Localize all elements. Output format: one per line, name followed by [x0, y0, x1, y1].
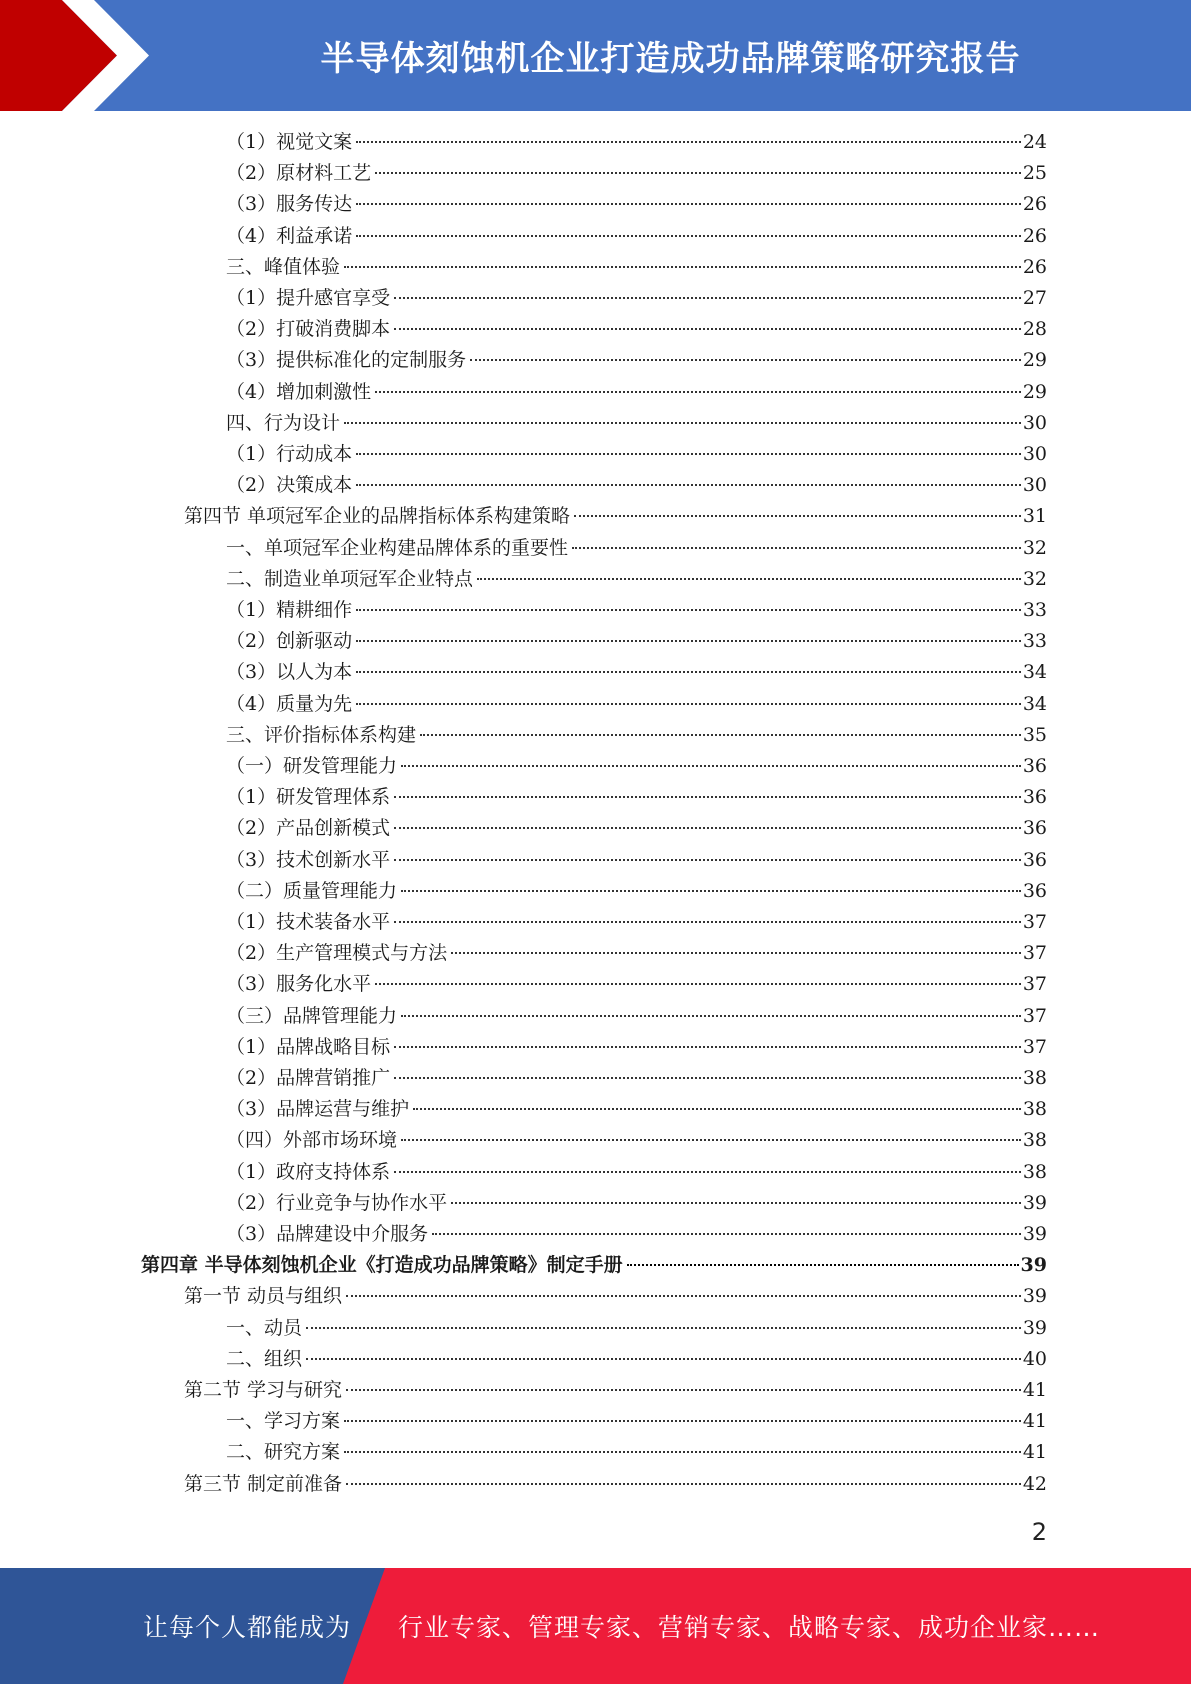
toc-dot-leader: [344, 1420, 1021, 1422]
toc-entry-page: 29: [1022, 380, 1047, 403]
toc-entry[interactable]: [226, 189, 1047, 220]
toc-entry[interactable]: [226, 689, 1047, 720]
toc-dot-leader: [477, 578, 1021, 580]
toc-entry-title: （4）利益承诺: [226, 224, 353, 247]
toc-entry[interactable]: [226, 1344, 1047, 1375]
toc-entry[interactable]: [226, 657, 1047, 688]
toc-entry-page: 36: [1022, 879, 1047, 902]
toc-entry-title: 一、学习方案: [226, 1410, 341, 1433]
toc-dot-leader: [375, 983, 1021, 985]
toc-entry-page: 30: [1022, 411, 1047, 434]
toc-entry-title: （2）原材料工艺: [226, 162, 372, 185]
toc-dot-leader: [356, 141, 1021, 143]
page-header: [0, 0, 1191, 111]
toc-entry-title: （二）质量管理能力: [226, 879, 398, 902]
toc-entry[interactable]: [226, 408, 1047, 439]
toc-entry-title: （2）生产管理模式与方法: [226, 942, 448, 965]
toc-entry-page: 35: [1022, 723, 1047, 746]
toc-entry[interactable]: [226, 1157, 1047, 1188]
toc-entry-page: 36: [1022, 848, 1047, 871]
toc-entry[interactable]: [226, 845, 1047, 876]
toc-entry[interactable]: [226, 720, 1047, 751]
toc-entry[interactable]: [226, 439, 1047, 470]
toc-entry-page: 32: [1022, 567, 1047, 590]
toc-entry[interactable]: [226, 1001, 1047, 1032]
toc-entry-page: 31: [1022, 505, 1047, 528]
toc-dot-leader: [394, 796, 1021, 798]
toc-entry-page: 30: [1022, 443, 1047, 465]
toc-dot-leader: [346, 1295, 1021, 1297]
toc-entry-page: 41: [1022, 1441, 1047, 1464]
toc-entry-page: 38: [1022, 1098, 1047, 1121]
toc-entry-title: （2）打破消费脚本: [226, 318, 391, 341]
toc-entry-title: （2）创新驱动: [226, 630, 353, 653]
toc-dot-leader: [356, 703, 1021, 705]
toc-entry-title: （三）品牌管理能力: [226, 1004, 398, 1027]
toc-dot-leader: [375, 172, 1021, 174]
toc-dot-leader: [356, 203, 1021, 205]
toc-dot-leader: [401, 1015, 1021, 1017]
toc-dot-leader: [356, 671, 1021, 673]
toc-entry-title: 一、单项冠军企业构建品牌体系的重要性: [226, 536, 569, 559]
toc-entry[interactable]: [226, 1125, 1047, 1156]
toc-entry-title: 一、动员: [226, 1316, 303, 1339]
toc-entry-page: 27: [1022, 287, 1047, 309]
toc-entry[interactable]: [226, 876, 1047, 907]
toc-entry-title: 二、组织: [226, 1347, 303, 1370]
toc-entry[interactable]: [226, 1188, 1047, 1219]
toc-entry-title: 三、峰值体验: [226, 255, 341, 278]
toc-entry[interactable]: [226, 938, 1047, 969]
toc-entry[interactable]: [226, 470, 1047, 501]
toc-entry[interactable]: [226, 377, 1047, 408]
toc-entry-title: 第四节 单项冠军企业的品牌指标体系构建策略: [184, 505, 571, 528]
toc-entry-page: 26: [1022, 193, 1047, 216]
footer-slogan-right: 行业专家、管理专家、营销专家、战略专家、成功企业家……: [398, 1613, 1101, 1642]
toc-entry-title: （3）服务传达: [226, 193, 353, 216]
toc-dot-leader: [420, 734, 1021, 736]
toc-entry-title: 第二节 学习与研究: [184, 1379, 343, 1401]
toc-entry[interactable]: [226, 564, 1047, 595]
toc-entry-page: 33: [1022, 599, 1047, 621]
toc-dot-leader: [572, 547, 1021, 549]
toc-entry-page: 37: [1022, 973, 1047, 996]
toc-entry-page: 38: [1022, 1160, 1047, 1183]
toc-entry-page: 38: [1022, 1067, 1047, 1089]
toc-entry-title: （4）增加刺激性: [226, 380, 372, 403]
toc-entry-page: 32: [1022, 536, 1047, 559]
toc-dot-leader: [401, 890, 1021, 892]
toc-entry-page: 34: [1022, 661, 1047, 684]
toc-entry[interactable]: [226, 751, 1047, 782]
header-arrow-decoration: [0, 0, 170, 111]
toc-entry-title: （1）视觉文案: [226, 131, 353, 153]
toc-entry-title: （2）决策成本: [226, 474, 353, 497]
toc-entry[interactable]: [226, 782, 1047, 813]
toc-dot-leader: [574, 515, 1021, 517]
toc-entry-page: 39: [1022, 1316, 1047, 1339]
toc-entry-title: 四、行为设计: [226, 411, 341, 434]
toc-entry[interactable]: [226, 1437, 1047, 1468]
toc-entry[interactable]: [226, 813, 1047, 844]
toc-dot-leader: [401, 765, 1021, 767]
toc-entry[interactable]: [226, 1063, 1047, 1094]
toc-entry-page: 30: [1022, 474, 1047, 497]
toc-entry-title: （1）政府支持体系: [226, 1160, 391, 1183]
toc-dot-leader: [394, 1077, 1021, 1079]
toc-entry-title: （1）研发管理体系: [226, 786, 391, 809]
toc-entry-title: （一）研发管理能力: [226, 755, 398, 777]
toc-entry-page: 39: [1022, 1191, 1047, 1214]
toc-entry[interactable]: [226, 1032, 1047, 1063]
toc-dot-leader: [306, 1358, 1021, 1360]
toc-entry[interactable]: [226, 221, 1047, 252]
toc-dot-leader: [413, 1108, 1021, 1110]
toc-entry[interactable]: [226, 533, 1047, 564]
toc-dot-leader: [356, 484, 1021, 486]
toc-entry-page: 37: [1022, 1035, 1047, 1058]
toc-entry-title: （2）品牌营销推广: [226, 1067, 391, 1089]
toc-entry[interactable]: [226, 1313, 1047, 1344]
toc-entry-page: 29: [1022, 349, 1047, 372]
toc-dot-leader: [394, 297, 1021, 299]
toc-entry-title: （2）产品创新模式: [226, 817, 391, 840]
toc-entry-page: 24: [1022, 131, 1047, 153]
document-title: 半导体刻蚀机企业打造成功品牌策略研究报告: [320, 39, 1021, 79]
toc-entry-title: （1）精耕细作: [226, 599, 353, 621]
toc-dot-leader: [394, 328, 1021, 330]
toc-entry-page: 39: [1020, 1254, 1047, 1277]
toc-entry[interactable]: [226, 626, 1047, 657]
toc-dot-leader: [356, 609, 1021, 611]
toc-entry-page: 37: [1022, 911, 1047, 933]
toc-entry-title: 二、研究方案: [226, 1441, 341, 1464]
toc-dot-leader: [344, 266, 1021, 268]
toc-dot-leader: [344, 1451, 1021, 1453]
toc-dot-leader: [451, 1202, 1021, 1204]
toc-entry[interactable]: [184, 1375, 1047, 1406]
toc-entry[interactable]: [226, 1094, 1047, 1125]
toc-dot-leader: [346, 1483, 1021, 1485]
toc-entry-title: （3）品牌建设中介服务: [226, 1223, 429, 1245]
toc-entry-page: 28: [1022, 318, 1047, 341]
toc-dot-leader: [432, 1233, 1021, 1235]
toc-entry[interactable]: [226, 283, 1047, 314]
toc-entry-title: （3）服务化水平: [226, 973, 372, 996]
toc-entry-page: 26: [1022, 224, 1047, 247]
toc-entry-page: 42: [1022, 1472, 1047, 1495]
toc-entry[interactable]: [184, 501, 1047, 532]
toc-entry[interactable]: [226, 314, 1047, 345]
toc-dot-leader: [627, 1264, 1019, 1266]
toc-entry[interactable]: [226, 345, 1047, 376]
toc-entry-title: （1）品牌战略目标: [226, 1035, 391, 1058]
toc-entry-title: （3）品牌运营与维护: [226, 1098, 410, 1121]
toc-entry-title: （4）质量为先: [226, 692, 353, 715]
toc-entry-title: （1）提升感官享受: [226, 287, 391, 309]
toc-entry[interactable]: [184, 1281, 1047, 1312]
toc-entry-page: 33: [1022, 630, 1047, 653]
toc-dot-leader: [394, 859, 1021, 861]
toc-entry-title: 二、制造业单项冠军企业特点: [226, 567, 474, 590]
toc-dot-leader: [346, 1389, 1021, 1391]
page-number: 2: [1031, 1518, 1047, 1546]
toc-entry[interactable]: [226, 1406, 1047, 1437]
toc-entry-title: 第三节 制定前准备: [184, 1472, 343, 1495]
toc-entry[interactable]: [226, 1219, 1047, 1250]
toc-entry[interactable]: [226, 907, 1047, 938]
toc-entry-page: 26: [1022, 255, 1047, 278]
toc-entry-title: （3）以人为本: [226, 661, 353, 684]
toc-entry-title: 三、评价指标体系构建: [226, 723, 417, 746]
toc-entry[interactable]: [226, 969, 1047, 1000]
toc-entry-page: 25: [1022, 162, 1047, 185]
toc-entry[interactable]: [226, 158, 1047, 189]
toc-entry-page: 37: [1022, 942, 1047, 965]
page-footer: [0, 1568, 1191, 1684]
toc-dot-leader: [394, 827, 1021, 829]
toc-entry[interactable]: [226, 595, 1047, 626]
toc-entry-title: （1）行动成本: [226, 443, 353, 465]
toc-entry-page: 36: [1022, 786, 1047, 809]
footer-slogan-left: 让每个人都能成为: [143, 1613, 352, 1642]
toc-entry-page: 37: [1022, 1004, 1047, 1027]
toc-entry-title: （2）行业竞争与协作水平: [226, 1191, 448, 1214]
toc-entry-page: 39: [1022, 1223, 1047, 1245]
toc-entry-title: 第一节 动员与组织: [184, 1285, 343, 1308]
toc-entry[interactable]: [184, 1469, 1047, 1500]
toc-entry-page: 41: [1022, 1379, 1047, 1401]
toc-dot-leader: [375, 391, 1021, 393]
toc-entry-title: （1）技术装备水平: [226, 911, 391, 933]
toc-entry-page: 34: [1022, 692, 1047, 715]
toc-dot-leader: [394, 1046, 1021, 1048]
toc-dot-leader: [401, 1139, 1021, 1141]
toc-entry-page: 38: [1022, 1129, 1047, 1152]
toc-entry-page: 36: [1022, 817, 1047, 840]
toc-entry-title: （3）提供标准化的定制服务: [226, 349, 467, 372]
toc-dot-leader: [356, 235, 1021, 237]
toc-entry[interactable]: [226, 252, 1047, 283]
toc-entry-page: 39: [1022, 1285, 1047, 1308]
toc-entry-title: （四）外部市场环境: [226, 1129, 398, 1152]
toc-entry[interactable]: [226, 127, 1047, 158]
toc-entry[interactable]: [141, 1250, 1047, 1281]
toc-dot-leader: [394, 1171, 1021, 1173]
toc-entry-page: 40: [1022, 1347, 1047, 1370]
toc-dot-leader: [306, 1327, 1021, 1329]
toc-entry-title: 第四章 半导体刻蚀机企业《打造成功品牌策略》制定手册: [141, 1254, 623, 1277]
toc-dot-leader: [451, 952, 1021, 954]
toc-dot-leader: [356, 453, 1021, 455]
toc-dot-leader: [470, 359, 1021, 361]
toc-entry-title: （3）技术创新水平: [226, 848, 391, 871]
toc-entry-page: 36: [1022, 755, 1047, 777]
toc-dot-leader: [394, 921, 1021, 923]
toc-dot-leader: [344, 422, 1021, 424]
toc-dot-leader: [356, 640, 1021, 642]
toc-entry-page: 41: [1022, 1410, 1047, 1433]
